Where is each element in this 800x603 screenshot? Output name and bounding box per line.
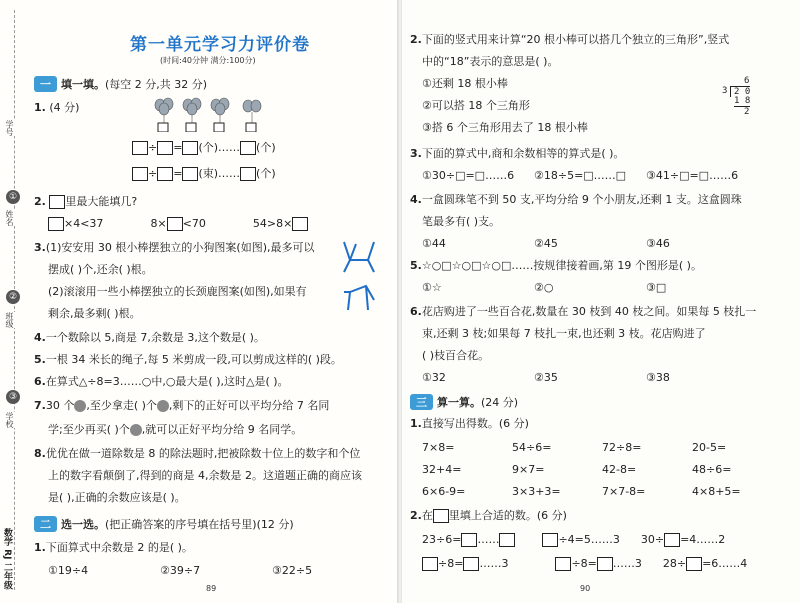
right-page bbox=[402, 0, 800, 603]
choice-6-line-2: 束,还剩 3 枝;如果每 7 枝扎一束,也还剩 3 枝。花店购进了 bbox=[422, 327, 706, 340]
option[interactable]: ②35 bbox=[534, 371, 558, 384]
question-text: (4 分) bbox=[49, 101, 80, 114]
option[interactable]: ③22÷5 bbox=[272, 564, 313, 577]
option[interactable]: ①☆ bbox=[422, 281, 442, 294]
binding-strip bbox=[0, 0, 28, 603]
section-3-heading: 三 算一算。 (24 分) bbox=[410, 394, 518, 410]
balloons-illustration bbox=[152, 97, 270, 132]
answer-box[interactable] bbox=[157, 167, 173, 181]
choice-3-options bbox=[422, 168, 738, 184]
section-1-heading bbox=[34, 76, 207, 92]
section-2-heading: 二 选一选。 (把正确答案的序号填在括号里)(12 分) bbox=[34, 516, 294, 532]
left-page bbox=[0, 0, 398, 603]
q3-line-2: 摆成( )个,还余( )根。 bbox=[48, 263, 153, 276]
calc-row-3: 6×6-9= 3×3+3= 7×7-8= 4×8+5= bbox=[422, 485, 741, 498]
answer-box[interactable] bbox=[499, 533, 515, 547]
apple-icon bbox=[130, 424, 142, 436]
choice-1-options bbox=[48, 563, 312, 579]
option[interactable]: ②可以搭 18 个三角形 bbox=[422, 99, 530, 112]
calc-row-2: 32+4= 9×7= 42-8= 48÷6= bbox=[422, 463, 732, 476]
answer-box[interactable] bbox=[240, 141, 256, 155]
answer-box bbox=[49, 195, 65, 209]
binding-hole-3: ③ bbox=[6, 390, 20, 404]
option[interactable]: ①44 bbox=[422, 237, 446, 250]
subject-label: 数学 RJ 二年级 bbox=[2, 528, 12, 590]
question-2: 2. 里最大能填几? bbox=[34, 195, 138, 208]
section-note: (每空 2 分,共 32 分) bbox=[105, 78, 208, 91]
section-label: 填一填。 bbox=[61, 78, 105, 91]
choice-4: 4.一盒圆珠笔不到 50 支,平均分给 9 个小朋友,还剩 1 支。这盒圆珠 bbox=[410, 193, 742, 206]
page-number: 90 bbox=[580, 584, 591, 593]
q3-line-4: 剩余,最多剩( )根。 bbox=[48, 307, 141, 320]
choice-1: 1.下面算式中余数是 2 的是( )。 bbox=[34, 541, 193, 554]
answer-box[interactable] bbox=[597, 557, 613, 571]
q1-row-1: ÷ = (个)…… (个) bbox=[132, 140, 276, 156]
page-subtitle: (时间:40分钟 满分:100分) bbox=[160, 56, 256, 65]
choice-6-line-3: ( )枝百合花。 bbox=[422, 349, 490, 362]
page-title: 第一单元学习力评价卷 bbox=[130, 35, 310, 55]
answer-box[interactable] bbox=[422, 557, 438, 571]
binding-label-class: 班级 bbox=[5, 312, 14, 328]
answer-box[interactable] bbox=[48, 217, 64, 231]
choice-4-options bbox=[422, 236, 670, 252]
answer-box[interactable] bbox=[686, 557, 702, 571]
option[interactable]: ①19÷4 bbox=[48, 564, 89, 577]
question-7: 7.30 个 ,至少拿走( )个 ,剩下的正好可以平均分给 7 名同 bbox=[34, 399, 330, 412]
answer-box[interactable] bbox=[463, 557, 479, 571]
choice-6-options bbox=[422, 370, 670, 386]
binding-label-id: 学号 bbox=[5, 120, 14, 136]
answer-box[interactable] bbox=[182, 167, 198, 181]
option[interactable]: ①32 bbox=[422, 371, 446, 384]
choice-5: 5.☆○□☆○□☆○□……按规律接着画,第 19 个图形是( )。 bbox=[410, 259, 702, 272]
answer-box[interactable] bbox=[664, 533, 680, 547]
answer-box[interactable] bbox=[292, 217, 308, 231]
binding-label-school: 学校 bbox=[5, 412, 14, 428]
option[interactable]: ②18÷5=□……□ bbox=[534, 169, 627, 182]
answer-box[interactable] bbox=[240, 167, 256, 181]
answer-box[interactable] bbox=[461, 533, 477, 547]
question-6: 6.在算式△÷8=3……○中,○最大是( ),这时△是( )。 bbox=[34, 375, 289, 388]
answer-box[interactable] bbox=[555, 557, 571, 571]
binding-hole-2: ② bbox=[6, 290, 20, 304]
option[interactable]: ②45 bbox=[534, 237, 558, 250]
binding-hole-1: ① bbox=[6, 190, 20, 204]
option[interactable]: ②○ bbox=[534, 281, 554, 294]
fill-row-2: ÷8= ……3 ÷8= ……3 28÷ =6……4 bbox=[422, 556, 747, 572]
choice-4-line-2: 笔最多有( )支。 bbox=[422, 215, 501, 228]
vertical-division: 6 3 2 0 1 8 2 bbox=[722, 76, 751, 117]
answer-box[interactable] bbox=[132, 141, 148, 155]
stick-figures-illustration bbox=[340, 238, 380, 318]
fill-row-1: 23÷6= …… ÷4=5……3 30÷ =4……2 bbox=[422, 533, 726, 546]
q8-line-3: 是( ),正确的余数应该是( )。 bbox=[48, 491, 186, 504]
choice-6: 6.花店购进了一些百合花,数量在 30 枝到 40 枝之间。如果每 5 枝扎一 bbox=[410, 305, 757, 318]
question-number: 1. bbox=[34, 101, 46, 114]
option[interactable]: ③□ bbox=[646, 281, 667, 294]
answer-box[interactable] bbox=[157, 141, 173, 155]
binding-label-name: 姓名 bbox=[5, 210, 14, 226]
option[interactable]: ③41÷□=□……6 bbox=[646, 169, 739, 182]
option[interactable]: ③46 bbox=[646, 237, 670, 250]
option[interactable]: ③搭 6 个三角形用去了 18 根小棒 bbox=[422, 121, 588, 134]
choice-3: 3.下面的算式中,商和余数相等的算式是( )。 bbox=[410, 147, 625, 160]
q1-row-2: ÷ = (束)…… (个) bbox=[132, 166, 276, 182]
question-4: 4.一个数除以 5,商是 7,余数是 3,这个数是( )。 bbox=[34, 331, 265, 344]
question-5: 5.一根 34 米长的绳子,每 5 米剪成一段,可以剪成这样的( )段。 bbox=[34, 353, 342, 366]
answer-box[interactable] bbox=[542, 533, 558, 547]
question-8: 8.优优在做一道除数是 8 的除法题时,把被除数十位上的数字和个位 bbox=[34, 447, 361, 460]
calc-1: 1.直接写出得数。(6 分) bbox=[410, 417, 529, 430]
answer-box bbox=[433, 509, 449, 523]
answer-box[interactable] bbox=[132, 167, 148, 181]
question-3: 3.(1)安安用 30 根小棒摆独立的小狗图案(如图),最多可以 bbox=[34, 241, 315, 254]
choice-2-line-2: 中的“18”表示的意思是( )。 bbox=[422, 55, 559, 68]
option[interactable]: ③38 bbox=[646, 371, 670, 384]
choice-2: 2.下面的竖式用来计算“20 根小棒可以搭几个独立的三角形”,竖式 bbox=[410, 33, 730, 46]
section-badge: 一 bbox=[34, 76, 57, 92]
answer-box[interactable] bbox=[182, 141, 198, 155]
option[interactable]: ①30÷□=□……6 bbox=[422, 169, 515, 182]
q8-line-2: 上的数字看颠倒了,得到的商是 4,余数是 2。这道题正确的商应该 bbox=[48, 469, 362, 482]
page-number: 89 bbox=[206, 584, 217, 593]
option[interactable]: ②39÷7 bbox=[160, 564, 201, 577]
q7-line-2: 学;至少再买( )个 ,就可以正好平均分给 9 名同学。 bbox=[48, 423, 303, 436]
choice-5-options bbox=[422, 280, 666, 296]
q2-items: ×4<37 8× <70 54>8× bbox=[48, 216, 308, 232]
option[interactable]: ①还剩 18 根小棒 bbox=[422, 77, 508, 90]
calc-row-1: 7×8= 54÷6= 72÷8= 20-5= bbox=[422, 441, 727, 454]
answer-box[interactable] bbox=[167, 217, 183, 231]
question-1 bbox=[34, 100, 79, 116]
q3-line-3: (2)滚滚用一些小棒摆独立的长颈鹿图案(如图),如果有 bbox=[48, 285, 307, 298]
apple-icon bbox=[157, 400, 169, 412]
calc-2: 2.在 里填上合适的数。(6 分) bbox=[410, 509, 567, 522]
apple-icon bbox=[74, 400, 86, 412]
